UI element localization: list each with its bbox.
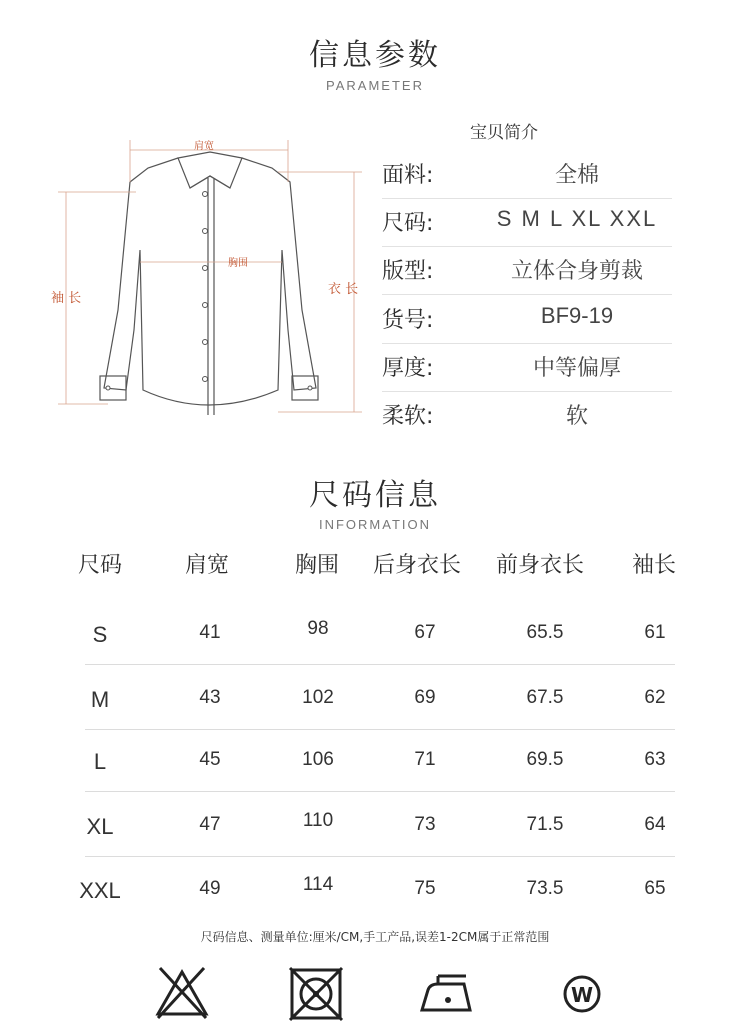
shirt-diagram (48, 130, 368, 420)
col-header-size: 尺码 (78, 553, 123, 578)
param-label: 尺码: (382, 211, 434, 236)
col-header-shoulder: 肩宽 (185, 553, 230, 578)
cell-back-length: 73 (414, 814, 436, 835)
cell-shoulder: 41 (199, 622, 221, 643)
param-row (382, 246, 672, 295)
col-header-front-length: 前身衣长 (496, 553, 585, 578)
size-title: 尺码信息 (309, 478, 441, 513)
table-row (85, 665, 675, 730)
cell-front-length: 71.5 (526, 814, 564, 835)
cell-shoulder: 45 (199, 749, 221, 770)
param-label: 版型: (382, 259, 434, 284)
intro-title: 宝贝简介 (470, 123, 538, 143)
page-subtitle: PARAMETER (326, 78, 424, 93)
svg-text:W: W (570, 983, 594, 1007)
cell-shoulder: 43 (199, 687, 221, 708)
param-value: S M L XL XXL (496, 206, 658, 231)
measurement-note: 尺码信息、测量单位:厘米/CM,手工产品,误差1-2CM属于正常范围 (200, 930, 550, 944)
cell-chest: 110 (302, 810, 334, 831)
cell-back-length: 71 (414, 749, 436, 770)
cell-chest: 102 (302, 687, 334, 708)
sleeve-label: 袖 长 (51, 291, 82, 306)
param-label: 厚度: (382, 356, 434, 381)
chest-label: 胸围 (228, 258, 248, 269)
cell-front-length: 73.5 (526, 878, 564, 899)
cell-sleeve: 65 (644, 878, 666, 899)
cell-front-length: 65.5 (526, 622, 564, 643)
cell-sleeve: 62 (644, 687, 666, 708)
cell-chest: 106 (302, 749, 334, 770)
param-value: BF9-19 (540, 303, 614, 328)
cell-front-length: 69.5 (526, 749, 564, 770)
cell-chest: 98 (307, 618, 329, 639)
do-not-bleach-icon (152, 962, 212, 1022)
param-value: 立体合身剪裁 (510, 258, 643, 283)
table-row (79, 856, 675, 920)
cell-shoulder: 47 (199, 814, 221, 835)
page-title: 信息参数 (309, 38, 441, 73)
cell-chest: 114 (302, 874, 334, 895)
cell-size: M (90, 687, 110, 712)
param-label: 柔软: (382, 404, 434, 429)
cell-sleeve: 63 (644, 749, 666, 770)
iron-low-icon (418, 962, 478, 1022)
col-header-chest: 胸围 (295, 553, 340, 578)
param-value: 全棉 (554, 162, 599, 187)
param-label: 货号: (382, 308, 434, 333)
cell-shoulder: 49 (199, 878, 221, 899)
length-label: 衣 长 (328, 282, 359, 297)
cell-sleeve: 64 (644, 814, 666, 835)
cell-size: XXL (79, 878, 121, 903)
cell-size: L (93, 749, 107, 774)
cell-back-length: 75 (414, 878, 436, 899)
param-value: 软 (565, 403, 588, 428)
cell-size: XL (86, 814, 114, 839)
cell-sleeve: 61 (644, 622, 666, 643)
param-row (382, 198, 672, 247)
table-row (85, 727, 675, 792)
table-row (85, 600, 675, 665)
param-row (382, 391, 672, 439)
cell-front-length: 67.5 (526, 687, 564, 708)
size-subtitle: INFORMATION (318, 517, 432, 532)
shoulder-label: 肩宽 (194, 141, 214, 152)
cell-back-length: 69 (414, 687, 436, 708)
param-row (382, 343, 672, 392)
col-header-sleeve: 袖长 (632, 553, 677, 578)
table-row (85, 792, 675, 857)
param-label: 面料: (382, 163, 434, 188)
cell-size: S (92, 622, 108, 647)
do-not-tumble-dry-icon (286, 962, 346, 1022)
col-header-back-length: 后身衣长 (373, 553, 462, 578)
param-row (382, 295, 672, 344)
wet-clean-icon (552, 962, 612, 1022)
param-row (382, 150, 672, 199)
cell-back-length: 67 (414, 622, 436, 643)
param-value: 中等偏厚 (532, 355, 621, 380)
